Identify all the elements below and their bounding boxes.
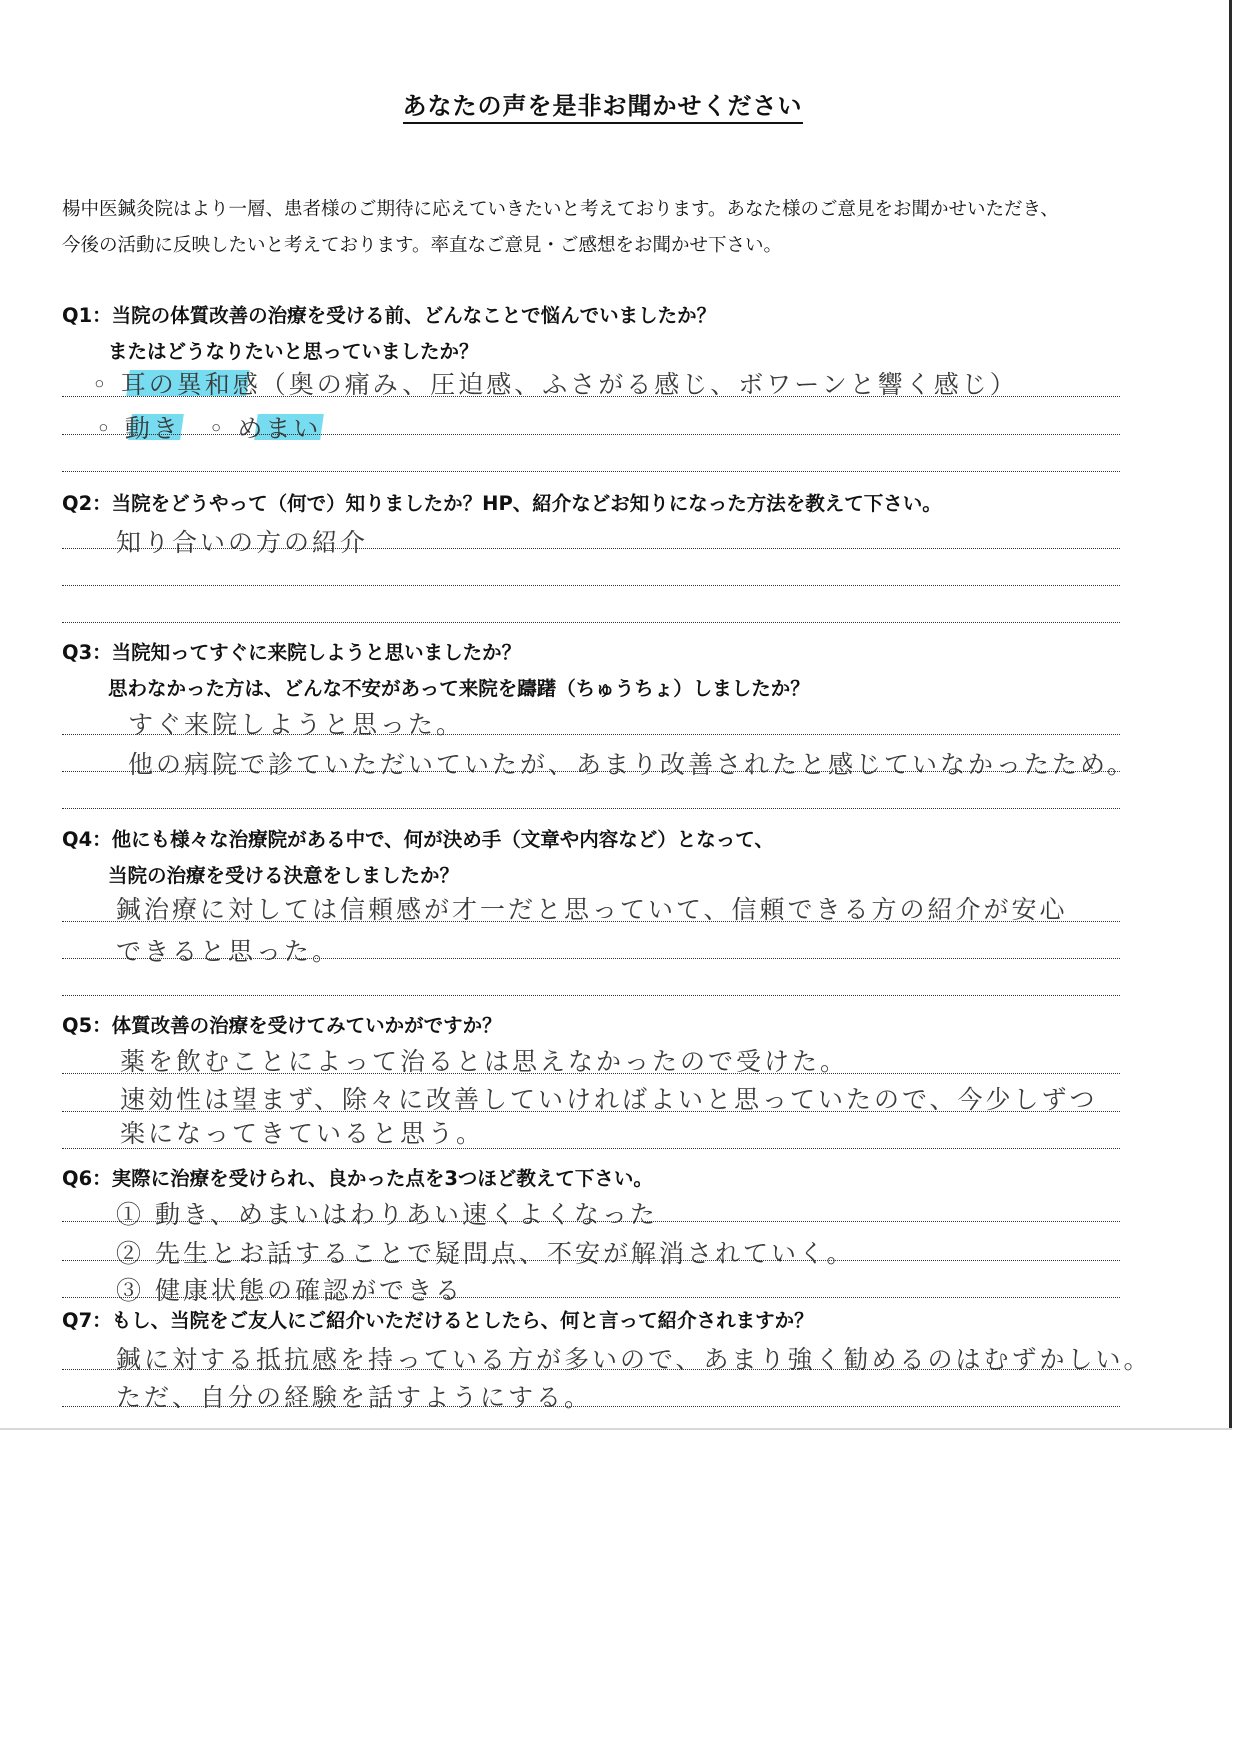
question-4-sub: 当院の治療を受ける決意をしましたか？ <box>108 864 460 887</box>
question-6: Q6：実際に治療を受けられ、良かった点を3つほど教えて下さい。 <box>62 1167 653 1190</box>
dotted-line <box>62 1260 1120 1261</box>
answer-2-line-1: 知り合いの方の紹介 <box>116 528 369 557</box>
dotted-line <box>62 921 1120 922</box>
dotted-line <box>62 1148 1120 1149</box>
dotted-line <box>62 548 1120 549</box>
dotted-line <box>62 1111 1120 1112</box>
dotted-line <box>62 958 1120 959</box>
dotted-line <box>62 1297 1120 1298</box>
question-2: Q2：当院をどうやって（何で）知りましたか？HP、紹介などお知りになった方法を教えて下さい。 <box>62 492 942 515</box>
dotted-line <box>62 734 1120 735</box>
intro-line: 楊中医鍼灸院はより一層、患者様のご期待に応えていきたいと考えております。あなた様のご意見をお聞かせいただき、 <box>62 199 1059 220</box>
dotted-line <box>62 1073 1120 1074</box>
dotted-line <box>62 995 1120 996</box>
answer-5-line-3: 楽になってきていると思う。 <box>120 1119 485 1148</box>
question-4: Q4：他にも様々な治療院がある中で、何が決め手（文章や内容など）となって、 <box>62 828 774 851</box>
scan-edge <box>1229 0 1232 1430</box>
answer-4-line-2: できると思った。 <box>116 937 341 966</box>
dotted-line <box>62 1406 1120 1407</box>
dotted-line <box>62 1221 1120 1222</box>
dotted-line <box>62 434 1120 435</box>
question-1-sub: またはどうなりたいと思っていましたか？ <box>108 340 479 363</box>
answer-7-line-2: ただ、自分の経験を話すようにする。 <box>116 1383 593 1412</box>
question-3: Q3：当院知ってすぐに来院しようと思いましたか？ <box>62 641 522 664</box>
scan-edge <box>0 1428 1232 1430</box>
page-title: あなたの声を是非お聞かせください <box>0 86 1205 121</box>
question-3-sub: 思わなかった方は、どんな不安があって来院を躊躇（ちゅうちょ）しましたか？ <box>108 677 810 700</box>
answer-3-line-2: 他の病院で診ていただいていたが、あまり改善されたと感じていなかったため。 <box>128 750 1136 779</box>
question-5: Q5：体質改善の治療を受けてみていかがですか？ <box>62 1014 502 1037</box>
dotted-line <box>62 396 1120 397</box>
dotted-line <box>62 771 1120 772</box>
answer-4-line-1: 鍼治療に対しては信頼感が才一だと思っていて、信頼できる方の紹介が安心 <box>116 895 1068 924</box>
answer-6-line-1: ① 動き、めまいはわりあい速くよくなった <box>116 1200 658 1229</box>
question-7: Q7：もし、当院をご友人にご紹介いただけるとしたら、何と言って紹介されますか？ <box>62 1309 814 1332</box>
dotted-line <box>62 808 1120 809</box>
answer-5-line-2: 速効性は望まず、除々に改善していければよいと思っていたので、今少しずつ <box>120 1085 1098 1114</box>
answer-1-line-1: ◦ 耳の異和感（奥の痛み、圧迫感、ふさがる感じ、ボワーンと響く感じ） <box>92 370 1018 399</box>
dotted-line <box>62 622 1120 623</box>
dotted-line <box>62 585 1120 586</box>
answer-3-line-1: すぐ来院しようと思った。 <box>128 710 465 739</box>
intro-line: 今後の活動に反映したいと考えております。率直なご意見・ご感想をお聞かせ下さい。 <box>62 235 783 256</box>
answer-7-line-1: 鍼に対する抵抗感を持っている方が多いので、あまり強く勧めるのはむずかしい。 <box>116 1345 1152 1374</box>
question-1: Q1：当院の体質改善の治療を受ける前、どんなことで悩んでいましたか？ <box>62 304 717 327</box>
dotted-line <box>62 1369 1120 1370</box>
answer-6-line-3: ③ 健康状態の確認ができる <box>116 1276 463 1305</box>
answer-6-line-2: ② 先生とお話することで疑問点、不安が解消されていく。 <box>116 1239 855 1268</box>
answer-1-line-2: ◦ 動き ◦ めまい <box>96 414 322 443</box>
intro-text <box>62 192 1172 264</box>
answer-5-line-1: 薬を飲むことによって治るとは思えなかったので受けた。 <box>120 1047 849 1076</box>
dotted-line <box>62 471 1120 472</box>
